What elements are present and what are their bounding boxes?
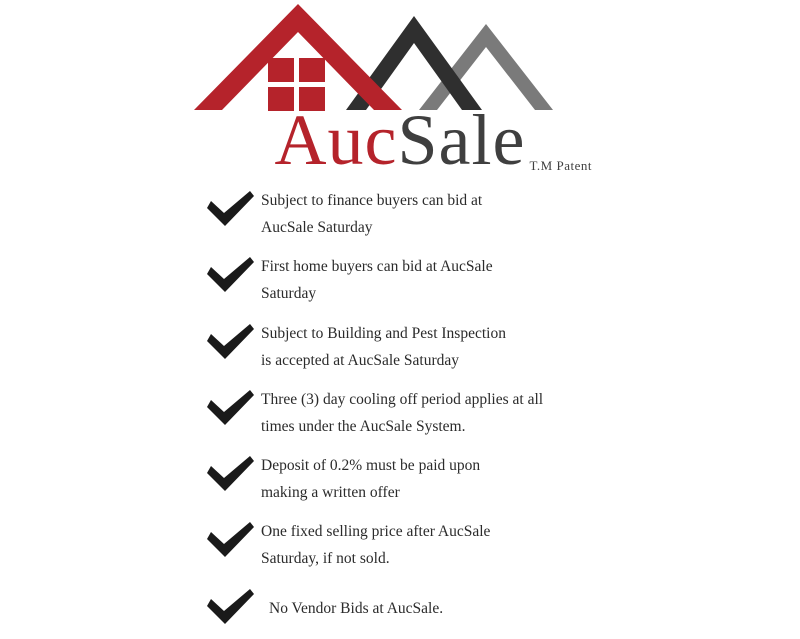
brand-text-auc: Auc	[274, 100, 398, 180]
checkmark-icon	[205, 516, 257, 562]
list-item-line1: Three (3) day cooling off period applies at all	[261, 390, 544, 408]
checkmark-icon	[205, 185, 257, 231]
roof-red-icon	[194, 4, 402, 110]
list-item	[205, 450, 635, 506]
list-item-line2: Saturday, if not sold.	[261, 550, 390, 568]
checkmark-icon	[205, 318, 257, 364]
checkmark-icon	[205, 384, 257, 430]
feature-list	[205, 185, 635, 639]
checkmark-icon	[205, 450, 257, 496]
list-item-line1: First home buyers can bid at AucSale	[261, 258, 493, 276]
list-item	[205, 185, 635, 241]
list-item-text	[261, 450, 635, 506]
list-item-line1: Subject to finance buyers can bid at	[261, 192, 483, 209]
brand-row	[0, 100, 800, 180]
logo	[0, 0, 800, 182]
list-item	[205, 318, 635, 374]
roof-graphic	[186, 2, 606, 114]
list-item-text	[261, 516, 635, 572]
checkmark-icon	[205, 251, 257, 297]
list-item-text	[261, 384, 635, 440]
checkmark-icon	[205, 583, 257, 629]
list-item-line1: Deposit of 0.2% must be paid upon	[261, 457, 481, 474]
list-item-line2: times under the AucSale System.	[261, 417, 466, 435]
brand-text-sale: Sale	[397, 100, 526, 180]
list-item-line1: Subject to Building and Pest Inspection	[261, 324, 506, 342]
list-item	[205, 516, 635, 572]
list-item-text	[261, 318, 635, 374]
list-item	[205, 583, 635, 629]
list-item-line1: No Vendor Bids at AucSale.	[269, 599, 444, 617]
list-item-line2: AucSale Saturday	[261, 219, 373, 237]
list-item-text	[261, 583, 635, 622]
list-item	[205, 384, 635, 440]
list-item-text	[261, 251, 635, 307]
list-item	[205, 251, 635, 307]
brand-wordmark	[274, 100, 592, 180]
list-item-line2: making a written offer	[261, 484, 400, 502]
list-item-line2: Saturday	[261, 285, 317, 303]
list-item-text	[261, 185, 635, 241]
trademark-label: T.M Patent	[529, 158, 592, 173]
list-item-line2: is accepted at AucSale Saturday	[261, 351, 459, 369]
list-item-line1: One fixed selling price after AucSale	[261, 523, 491, 541]
